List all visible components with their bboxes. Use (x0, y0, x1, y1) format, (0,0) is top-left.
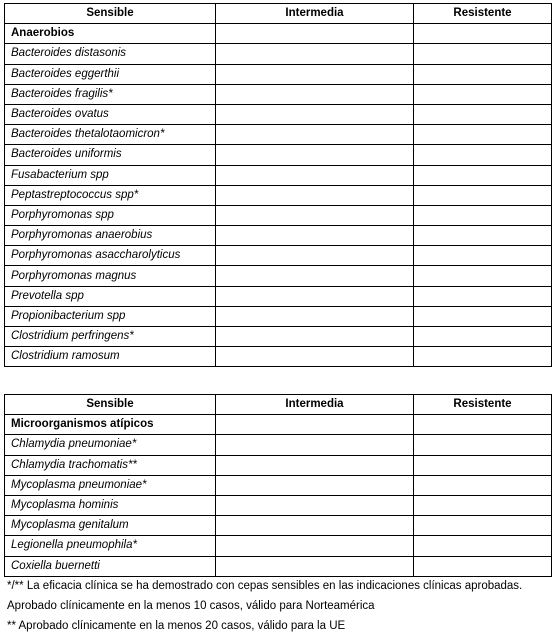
table-row (5, 347, 552, 367)
organism-name: Clostridium perfringens* (5, 327, 216, 347)
organism-name: Propionibacterium spp (5, 306, 216, 326)
resistente-cell (414, 435, 552, 455)
organism-name: Bacteroides fragilis* (5, 84, 216, 104)
intermedia-cell (216, 246, 414, 266)
intermedia-cell (216, 125, 414, 145)
intermedia-cell (216, 536, 414, 556)
resistente-cell (414, 84, 552, 104)
resistente-cell (414, 455, 552, 475)
table-header-row (5, 4, 552, 24)
organism-name: Porphyromonas magnus (5, 266, 216, 286)
resistente-cell (414, 306, 552, 326)
group-label: Anaerobios (5, 24, 216, 44)
header-intermedia: Intermedia (216, 4, 414, 24)
table-row (5, 556, 552, 576)
table-row (5, 327, 552, 347)
resistente-cell (414, 327, 552, 347)
organism-name: Bacteroides thetalotaomicron* (5, 125, 216, 145)
table-row (5, 306, 552, 326)
intermedia-cell (216, 327, 414, 347)
intermedia-cell (216, 185, 414, 205)
table-row (5, 516, 552, 536)
resistente-cell (414, 145, 552, 165)
organism-name: Bacteroides uniformis (5, 145, 216, 165)
table-row (5, 145, 552, 165)
intermedia-cell (216, 226, 414, 246)
organism-name: Peptastreptococcus spp* (5, 185, 216, 205)
header-resistente: Resistente (414, 395, 552, 415)
footnote: Aprobado clínicamente en la menos 10 casos, válido para Norteamérica (7, 600, 375, 612)
resistente-cell (414, 475, 552, 495)
organism-name: Bacteroides eggerthii (5, 64, 216, 84)
table-row (5, 64, 552, 84)
table-row (5, 125, 552, 145)
intermedia-cell (216, 165, 414, 185)
table-row (5, 246, 552, 266)
organism-name: Mycoplasma hominis (5, 495, 216, 515)
group-row (5, 24, 552, 44)
resistente-cell (414, 266, 552, 286)
intermedia-cell (216, 306, 414, 326)
table-row (5, 536, 552, 556)
intermedia-cell (216, 286, 414, 306)
intermedia-cell (216, 24, 414, 44)
intermedia-cell (216, 556, 414, 576)
group-row (5, 415, 552, 435)
intermedia-cell (216, 205, 414, 225)
organism-name: Chlamydia trachomatis** (5, 455, 216, 475)
resistente-cell (414, 64, 552, 84)
intermedia-cell (216, 435, 414, 455)
intermedia-cell (216, 495, 414, 515)
intermedia-cell (216, 84, 414, 104)
table-row (5, 475, 552, 495)
header-sensible: Sensible (5, 4, 216, 24)
table-row (5, 435, 552, 455)
intermedia-cell (216, 104, 414, 124)
header-intermedia: Intermedia (216, 395, 414, 415)
table-row (5, 84, 552, 104)
organism-name: Prevotella spp (5, 286, 216, 306)
intermedia-cell (216, 145, 414, 165)
atipicos-table (4, 394, 552, 577)
organism-name: Porphyromonas anaerobius (5, 226, 216, 246)
resistente-cell (414, 205, 552, 225)
group-label: Microorganismos atípicos (5, 415, 216, 435)
resistente-cell (414, 516, 552, 536)
intermedia-cell (216, 64, 414, 84)
resistente-cell (414, 286, 552, 306)
intermedia-cell (216, 516, 414, 536)
organism-name: Bacteroides distasonis (5, 44, 216, 64)
footnote: */** La eficacia clínica se ha demostrado con cepas sensibles en las indicaciones clínicas aprobadas. (7, 580, 523, 592)
resistente-cell (414, 536, 552, 556)
table-row (5, 455, 552, 475)
table-row (5, 44, 552, 64)
organism-name: Mycoplasma genitalum (5, 516, 216, 536)
resistente-cell (414, 104, 552, 124)
header-sensible: Sensible (5, 395, 216, 415)
organism-name: Fusabacterium spp (5, 165, 216, 185)
anaerobios-table (4, 3, 552, 367)
resistente-cell (414, 185, 552, 205)
resistente-cell (414, 44, 552, 64)
footnote: ** Aprobado clínicamente en la menos 20 casos, válido para la UE (7, 620, 346, 632)
table-row (5, 185, 552, 205)
table-row (5, 266, 552, 286)
resistente-cell (414, 495, 552, 515)
intermedia-cell (216, 266, 414, 286)
organism-name: Bacteroides ovatus (5, 104, 216, 124)
resistente-cell (414, 226, 552, 246)
intermedia-cell (216, 415, 414, 435)
resistente-cell (414, 246, 552, 266)
intermedia-cell (216, 475, 414, 495)
resistente-cell (414, 165, 552, 185)
organism-name: Mycoplasma pneumoniae* (5, 475, 216, 495)
resistente-cell (414, 347, 552, 367)
intermedia-cell (216, 455, 414, 475)
table-row (5, 226, 552, 246)
organism-name: Coxiella buernetti (5, 556, 216, 576)
intermedia-cell (216, 347, 414, 367)
intermedia-cell (216, 44, 414, 64)
organism-name: Clostridium ramosum (5, 347, 216, 367)
organism-name: Porphyromonas spp (5, 205, 216, 225)
organism-name: Legionella pneumophila* (5, 536, 216, 556)
resistente-cell (414, 415, 552, 435)
organism-name: Chlamydia pneumoniae* (5, 435, 216, 455)
resistente-cell (414, 556, 552, 576)
organism-name: Porphyromonas asaccharolyticus (5, 246, 216, 266)
table-row (5, 205, 552, 225)
table-header-row (5, 395, 552, 415)
resistente-cell (414, 24, 552, 44)
table-row (5, 286, 552, 306)
table-row (5, 104, 552, 124)
header-resistente: Resistente (414, 4, 552, 24)
table-row (5, 495, 552, 515)
table-row (5, 165, 552, 185)
resistente-cell (414, 125, 552, 145)
